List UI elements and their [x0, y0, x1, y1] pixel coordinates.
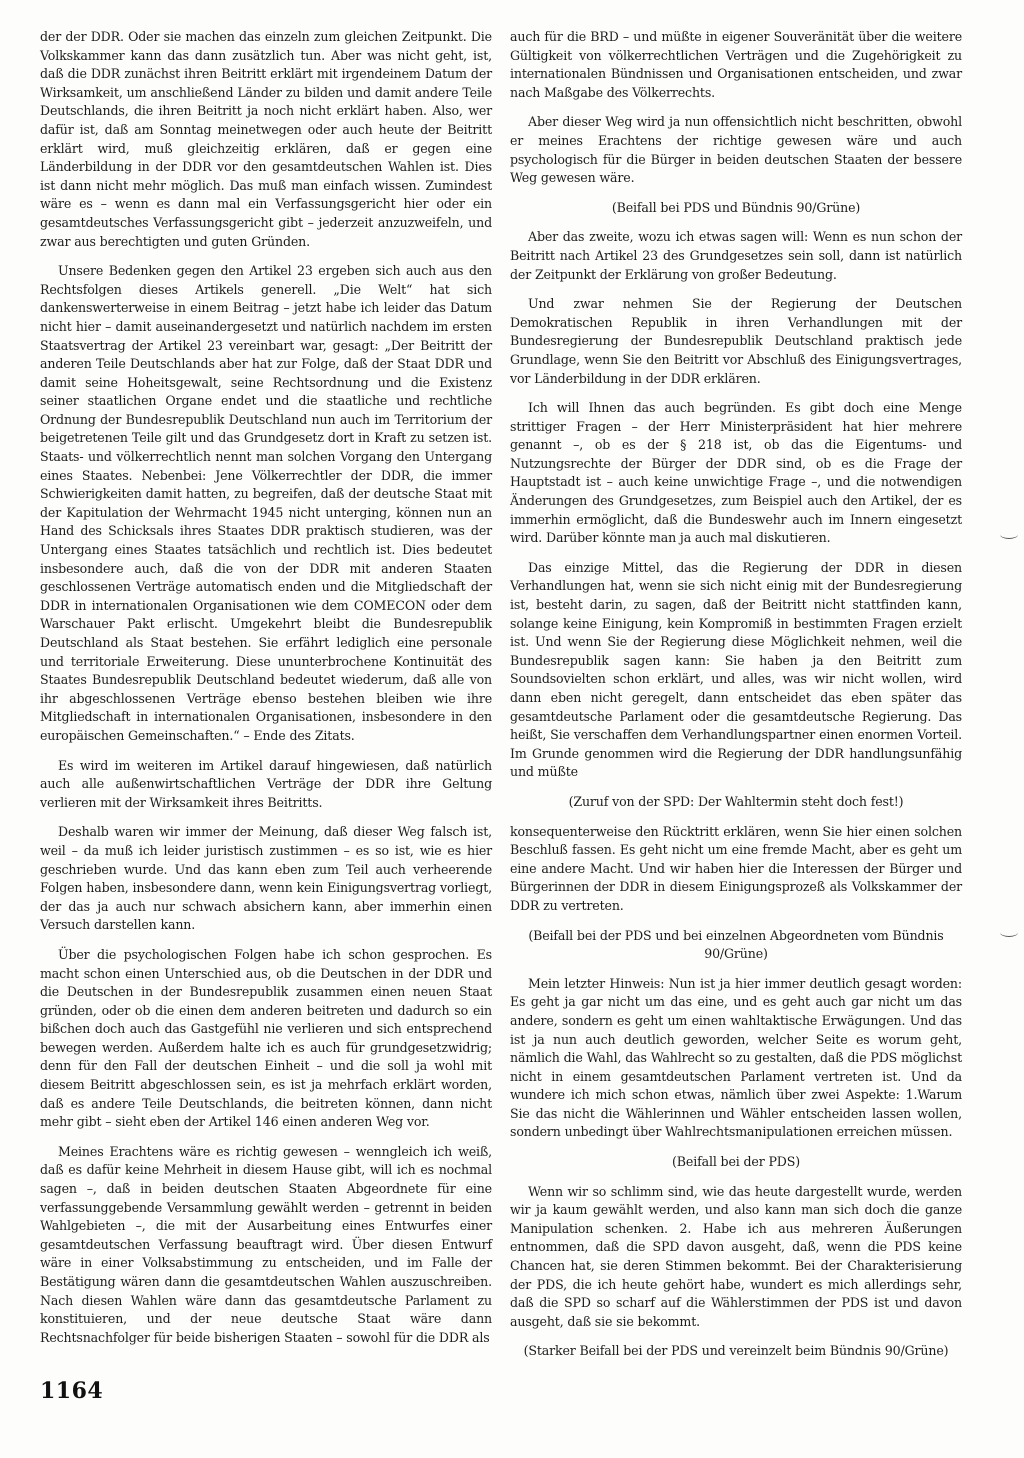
- paragraph: Mein letzter Hinweis: Nun ist ja hier immer deutlich gesagt worden: Es geht ja gar nicht um das eine, und es geht auch gar nicht um das andere, sondern es geht um einen wahltaktische Erwägungen. Und das ist ja nun auch deutlich geworden, welcher Seite es worum geht, nämlich die Wahl, das Wahlrecht so zu gestalten, daß die PDS möglichst nicht in einem gesamtdeutschen Parlament vertreten ist. Und da wundere ich mich schon etwas, nämlich über zwei Aspekte: 1.Warum Sie das nicht die Wählerinnen und Wähler entscheiden lassen wollen, sondern unbedingt über Wahlrechtsmanipulationen erreichen müssen.: [510, 975, 962, 1140]
- interjection-remark: (Beifall bei PDS und Bündnis 90/Grüne): [611, 199, 861, 215]
- paragraph: auch für die BRD – und müßte in eigener Souveränität über die weitere Gültigkeit von völkerrechtlichen Verträgen und die Zugehörigkeit zu internationalen Bündnissen und Organisationen entscheiden, und zwar nach Maßgabe des Völkerrechts.: [510, 29, 962, 100]
- paragraph: Wenn wir so schlimm sind, wie das heute dargestellt wurde, werden wir ja kaum gewählt werden, und also kann man sich doch die ganze Manipulation schenken. 2. Habe ich aus mehreren Äußerungen entnommen, daß die SPD davon ausgeht, daß, wenn die PDS keine Chancen hat, sie deren Stimmen bekommt. Bei der Charakterisierung der PDS, die ich heute gehört habe, wundert es mich allerdings sehr, daß die SPD so scharf auf die Wählerstimmen der PDS ist und davon ausgeht, daß sie sie bekommt.: [510, 1183, 962, 1329]
- paragraph: Es wird im weiteren im Artikel darauf hingewiesen, daß natürlich auch alle außenwirtschaftlichen Verträge der DDR ihre Geltung verlieren mit der Wirksamkeit ihres Beitritts.: [40, 757, 492, 810]
- margin-mark-icon: [1000, 530, 1018, 539]
- paragraph: Ich will Ihnen das auch begründen. Es gibt doch eine Menge strittiger Fragen – der Herr Ministerpräsident hat hier mehrere genannt –, ob es der § 218 ist, ob das die Eigentums- und Nutzungsrechte der Bürger der DDR sind, ob es die Frage der Hauptstadt ist – auch keine unwichtige Frage –, und die notwendigen Änderungen des Grundgesetzes, zum Beispiel auch den Artikel, der es immerhin ermöglicht, daß die Bundeswehr auch im Innern eingesetzt wird. Darüber könnte man ja auch mal diskutieren.: [510, 400, 962, 546]
- interjection-remark: (Starker Beifall bei der PDS und vereinzelt beim Bündnis 90/Grüne): [523, 1343, 949, 1359]
- interjection-remark: (Zuruf von der SPD: Der Wahltermin steht doch fest!): [568, 793, 904, 809]
- left-text-column: [40, 28, 492, 1358]
- paragraph: Deshalb waren wir immer der Meinung, daß dieser Weg falsch ist, weil – da muß ich leider juristisch zustimmen – es so ist, wie es hier geschrieben wurde. Und das kann eben zum Teil auch verheerende Folgen haben, insbesondere dann, wenn kein Einigungsvertrag vorliegt, der das ja auch nur schwach absichern kann, aber immerhin einen Versuch darstellen kann.: [40, 824, 492, 933]
- paragraph: Aber das zweite, wozu ich etwas sagen will: Wenn es nun schon der Beitritt nach Artikel 23 des Grundgesetzes sein soll, dann ist natürlich der Zeitpunkt der Erklärung von großer Bedeutung.: [510, 229, 962, 282]
- paragraph: Unsere Bedenken gegen den Artikel 23 ergeben sich auch aus den Rechtsfolgen dieses Artikels generell. „Die Welt“ hat sich dankenswerterweise in einem Beitrag – jetzt habe ich leider das Datum nicht hier – damit auseinandergesetzt und natürlich nachdem im ersten Staatsvertrag der Artikel 23 vereinbart war, gesagt: „Der Beitritt der anderen Teile Deutschlands aber hat zur Folge, daß der Staat DDR und damit seine Hoheitsgewalt, seine Rechtsordnung und die Existenz seiner staatlichen Organe endet und die staatliche und rechtliche Ordnung der Bundesrepublik Deutschland nun auch im Territorium der beigetretenen Teile gilt und das Grundgesetz dort in Kraft zu setzen ist. Staats- und völkerrechtlich nennt man solchen Vorgang den Untergang eines Staates. Nebenbei: Jene Völkerrechtler der DDR, die immer Schwierigkeiten damit hatten, zu begreifen, daß der deutsche Staat mit der Kapitulation der Wehrmacht 1945 nicht unterging, können nun an Hand des Schicksals ihres Staates DDR praktisch studieren, was der Untergang eines Staates tatsächlich und rechtlich ist. Dies bedeutet insbesondere auch, daß die von der DDR mit anderen Staaten geschlossenen Verträge automatisch enden und die Mitgliedschaft der DDR in internationalen Organisationen wie dem COMECON oder dem Warschauer Pakt erlischt. Umgekehrt bleibt die Bundesrepublik Deutschland als Staat bestehen. Sie erfährt lediglich eine personale und territoriale Erweiterung. Diese ununterbrochene Kontinuität des Staates Bundesrepublik Deutschland bedeutet wiederum, daß alle von ihr abgeschlossenen Verträge ebenso bestehen bleiben wie ihre Mitgliedschaft in internationalen Organisationen, insbesondere in den europäischen Gemeinschaften.“ – Ende des Zitats.: [40, 263, 492, 743]
- page-number: 1164: [40, 1378, 104, 1404]
- paragraph: Und zwar nehmen Sie der Regierung der Deutschen Demokratischen Republik in ihren Verhandlungen mit der Bundesregierung der Bundesrepublik Deutschland praktisch jede Grundlage, wenn Sie den Beitritt vor Abschluß des Einigungsvertrages, vor Länderbildung in der DDR erklären.: [510, 296, 962, 386]
- paragraph: Das einzige Mittel, das die Regierung der DDR in diesen Verhandlungen hat, wenn sie sich nicht einig mit der Bundesregierung ist, besteht darin, zu sagen, daß der Beitritt nicht stattfinden kann, solange keine Einigung, kein Kompromiß in bestimmten Fragen erzielt ist. Und wenn Sie der Regierung diese Möglichkeit nehmen, weil die Bundesrepublik sagen kann: Sie haben ja den Beitritt zum Soundsovielten schon erklärt, und alles, was wir nicht wollen, wird dann eben nicht geregelt, dann entscheidet das eben später das gesamtdeutsche Parlament oder die gesamtdeutsche Regierung. Das heißt, Sie verschaffen dem Verhandlungspartner einen enormen Vorteil. Im Grunde genommen wird die Regierung der DDR handlungsunfähig und müßte: [510, 559, 962, 780]
- right-text-column: [510, 28, 962, 1372]
- interjection-remark: (Beifall bei der PDS): [672, 1154, 800, 1170]
- paragraph: Aber dieser Weg wird ja nun offensichtlich nicht beschritten, obwohl er meines Erachtens der richtige gewesen wäre und auch psychologisch für die Bürger in beiden deutschen Staaten der bessere Weg gewesen wäre.: [510, 114, 962, 186]
- paragraph: Über die psychologischen Folgen habe ich schon gesprochen. Es macht schon einen Unterschied aus, ob die Deutschen in der DDR und die Deutschen in der Bundesrepublik zusammen einen neuen Staat gründen, oder ob die einen dem anderen beitreten und dadurch so ein bißchen doch auch das Gastgefühl nie verlieren und sich entsprechend bewegen werden. Außerdem halte ich es auch für grundgesetzwidrig; denn für den Fall der deutschen Einheit – und die soll ja wohl mit diesem Beitritt abgeschlossen sein, es ist ja mehrfach erklärt worden, daß es andere Teile Deutschlands, die beitreten können, dann nicht mehr gibt – sieht eben der Artikel 146 einen anderen Weg vor.: [40, 946, 492, 1130]
- paragraph: konsequenterweise den Rücktritt erklären, wenn Sie hier einen solchen Beschluß fassen. Es geht nicht um eine fremde Macht, aber es geht um eine andere Macht. Und wir haben hier die Interessen der Bürger und Bürgerinnen der DDR in diesem Einigungsprozeß als Volkskammer der DDR zu vertreten.: [510, 823, 962, 913]
- interjection-remark: (Beifall bei der PDS und bei einzelnen Abgeordneten vom Bündnis 90/Grüne): [528, 927, 944, 962]
- paragraph: der der DDR. Oder sie machen das einzeln zum gleichen Zeitpunkt. Die Volkskammer kann das dann zusätzlich tun. Aber was nicht geht, ist, daß die DDR zunächst ihren Beitritt erklärt mit irgendeinem Datum der Wirksamkeit, um anschließend Länder zu bilden und damit andere Teile Deutschlands, die ihren Beitritt ja noch nicht erklärt haben. Also, wer dafür ist, daß am Sonntag meinetwegen oder auch heute der Beitritt erklärt wird, muß gleichzeitig erklären, daß er gegen eine Länderbildung in der DDR vor den gesamtdeutschen Wahlen ist. Dies ist dann nicht mehr möglich. Das muß man einfach wissen. Zumindest wäre es – wenn es dann mal ein Verfassungsgericht hier oder ein gesamtdeutsches Verfassungsgericht gibt – jederzeit anzuzweifeln, und zwar aus berechtigten und guten Gründen.: [40, 29, 492, 249]
- paragraph: Meines Erachtens wäre es richtig gewesen – wenngleich ich weiß, daß es dafür keine Mehrheit in diesem Hause gibt, will ich es nochmal sagen –, daß in beiden deutschen Staaten Abgeordnete für eine verfassunggebende Versammlung gewählt werden – getrennt in beiden Wahlgebieten –, die mit der Ausarbeitung eines Entwurfes einer gesamtdeutschen Verfassung beauftragt wird. Über diesen Entwurf wäre in einer Volksabstimmung zu entscheiden, und im Falle der Bestätigung wären dann die gesamtdeutschen Wahlen auszuschreiben. Nach diesen Wahlen wäre dann das gesamtdeutsche Parlament zu konstituieren, und der neue deutsche Staat wäre dann Rechtsnachfolger für beide bisherigen Staaten – sowohl für die DDR als: [40, 1143, 492, 1345]
- margin-mark-icon: [1000, 928, 1018, 937]
